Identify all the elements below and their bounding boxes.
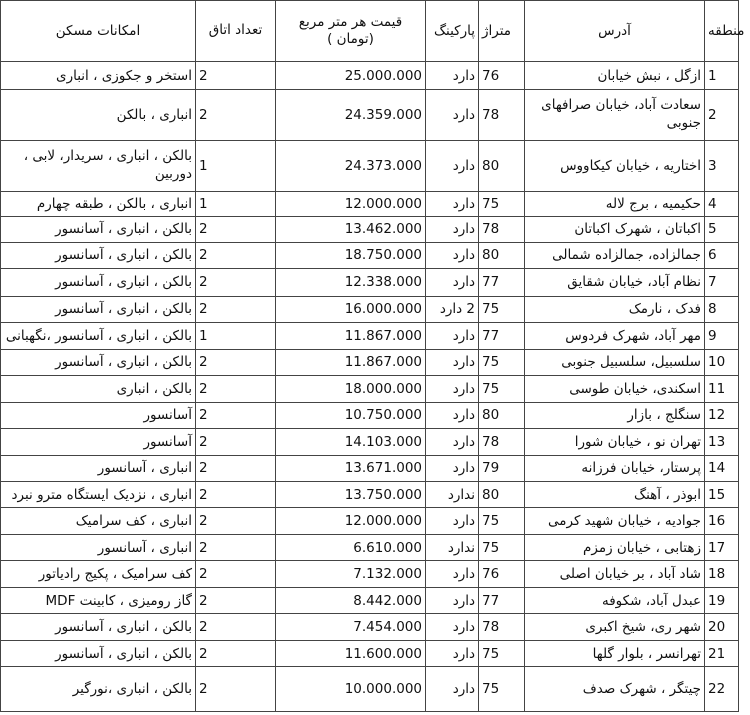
- rooms-cell: 2: [196, 561, 276, 587]
- parking-cell: دارد: [426, 640, 479, 666]
- rooms-cell: 2: [196, 429, 276, 455]
- rooms-cell: 2: [196, 376, 276, 402]
- area-cell: 75: [479, 640, 525, 666]
- row-number: 4: [705, 191, 739, 216]
- parking-cell: دارد: [426, 614, 479, 640]
- amenities-cell: انباری ، بالکن ، طبقه چهارم: [1, 191, 196, 216]
- header-area: متراژ: [479, 1, 525, 62]
- table-row: [1, 614, 739, 640]
- price-cell: 24.373.000: [276, 140, 426, 191]
- rooms-cell: 2: [196, 90, 276, 141]
- area-cell: 78: [479, 217, 525, 242]
- table-row: [1, 242, 739, 268]
- price-cell: 12.338.000: [276, 269, 426, 297]
- amenities-cell: انباری ، آسانسور: [1, 455, 196, 481]
- parking-cell: دارد: [426, 429, 479, 455]
- area-cell: 75: [479, 296, 525, 322]
- location-cell: مهر آباد، شهرک فردوس: [525, 323, 705, 349]
- location-cell: شهر ری، شیخ اکبری: [525, 614, 705, 640]
- location-cell: اکباتان ، شهرک اکباتان: [525, 217, 705, 242]
- parking-cell: دارد: [426, 508, 479, 534]
- location-cell: تهرانسر ، بلوار گلها: [525, 640, 705, 666]
- table-row: [1, 455, 739, 481]
- row-number: 1: [705, 62, 739, 90]
- table-row: [1, 140, 739, 191]
- table-row: [1, 640, 739, 666]
- row-number: 10: [705, 349, 739, 375]
- amenities-cell: گاز رومیزی ، کابینت MDF: [1, 587, 196, 613]
- row-number: 21: [705, 640, 739, 666]
- amenities-cell: انباری ، آسانسور: [1, 534, 196, 560]
- price-cell: 13.462.000: [276, 217, 426, 242]
- location-cell: اختاریه ، خیابان کیکاووس: [525, 140, 705, 191]
- price-cell: 7.454.000: [276, 614, 426, 640]
- area-cell: 77: [479, 587, 525, 613]
- location-cell: سنگلج ، بازار: [525, 402, 705, 428]
- table-row: [1, 191, 739, 216]
- table-row: [1, 217, 739, 242]
- table-row: [1, 296, 739, 322]
- table-row: [1, 402, 739, 428]
- price-cell: 24.359.000: [276, 90, 426, 141]
- row-number: 22: [705, 667, 739, 712]
- location-cell: جوادیه ، خیابان شهید کرمی: [525, 508, 705, 534]
- amenities-cell: بالکن ، انباری ، آسانسور: [1, 242, 196, 268]
- header-price: قیمت هر متر مربع (تومان ): [276, 1, 426, 62]
- header-rooms: تعداد اتاق: [196, 1, 276, 62]
- area-cell: 80: [479, 402, 525, 428]
- table-row: [1, 90, 739, 141]
- amenities-cell: بالکن ، انباری ، آسانسور: [1, 269, 196, 297]
- parking-cell: دارد: [426, 561, 479, 587]
- parking-cell: دارد: [426, 90, 479, 141]
- area-cell: 76: [479, 62, 525, 90]
- rooms-cell: 2: [196, 402, 276, 428]
- parking-cell: دارد: [426, 269, 479, 297]
- area-cell: 75: [479, 191, 525, 216]
- price-cell: 7.132.000: [276, 561, 426, 587]
- table-row: [1, 376, 739, 402]
- rooms-cell: 2: [196, 455, 276, 481]
- table-row: [1, 508, 739, 534]
- rooms-cell: 2: [196, 62, 276, 90]
- location-cell: فدک ، نارمک: [525, 296, 705, 322]
- price-cell: 12.000.000: [276, 508, 426, 534]
- location-cell: تهران نو ، خیابان شورا: [525, 429, 705, 455]
- amenities-cell: انباری ، نزدیک ایستگاه مترو نبرد: [1, 481, 196, 507]
- area-cell: 75: [479, 508, 525, 534]
- table-row: [1, 667, 739, 712]
- price-cell: 12.000.000: [276, 191, 426, 216]
- amenities-cell: بالکن ، انباری ، آسانسور: [1, 614, 196, 640]
- header-region: منطقه: [705, 1, 739, 62]
- header-row: [1, 1, 739, 62]
- parking-cell: دارد: [426, 402, 479, 428]
- area-cell: 77: [479, 269, 525, 297]
- row-number: 20: [705, 614, 739, 640]
- row-number: 13: [705, 429, 739, 455]
- row-number: 19: [705, 587, 739, 613]
- row-number: 14: [705, 455, 739, 481]
- header-parking: پارکینگ: [426, 1, 479, 62]
- price-cell: 11.867.000: [276, 349, 426, 375]
- rooms-cell: 2: [196, 614, 276, 640]
- amenities-cell: کف سرامیک ، پکیج رادیاتور: [1, 561, 196, 587]
- rooms-cell: 1: [196, 323, 276, 349]
- table-row: [1, 349, 739, 375]
- price-cell: 10.000.000: [276, 667, 426, 712]
- rooms-cell: 2: [196, 242, 276, 268]
- amenities-cell: آسانسور: [1, 429, 196, 455]
- rooms-cell: 2: [196, 481, 276, 507]
- amenities-cell: بالکن ، انباری ، آسانسور: [1, 217, 196, 242]
- location-cell: جمالزاده، جمالزاده شمالی: [525, 242, 705, 268]
- price-cell: 14.103.000: [276, 429, 426, 455]
- row-number: 18: [705, 561, 739, 587]
- amenities-cell: بالکن ، انباری ، آسانسور: [1, 349, 196, 375]
- parking-cell: دارد: [426, 242, 479, 268]
- location-cell: عبدل آباد، شکوفه: [525, 587, 705, 613]
- location-cell: ازگل ، نبش خیابان: [525, 62, 705, 90]
- area-cell: 75: [479, 534, 525, 560]
- rooms-cell: 1: [196, 140, 276, 191]
- header-location: آدرس: [525, 1, 705, 62]
- row-number: 3: [705, 140, 739, 191]
- rooms-cell: 2: [196, 217, 276, 242]
- rooms-cell: 1: [196, 191, 276, 216]
- area-cell: 78: [479, 429, 525, 455]
- area-cell: 80: [479, 140, 525, 191]
- parking-cell: ندارد: [426, 534, 479, 560]
- amenities-cell: آسانسور: [1, 402, 196, 428]
- rooms-cell: 2: [196, 296, 276, 322]
- price-cell: 8.442.000: [276, 587, 426, 613]
- amenities-cell: بالکن ، انباری ، آسانسور ،نگهبانی: [1, 323, 196, 349]
- row-number: 2: [705, 90, 739, 141]
- price-cell: 6.610.000: [276, 534, 426, 560]
- location-cell: اسکندی، خیابان طوسی: [525, 376, 705, 402]
- area-cell: 78: [479, 90, 525, 141]
- location-cell: ابوذر ، آهنگ: [525, 481, 705, 507]
- parking-cell: 2 دارد: [426, 296, 479, 322]
- price-cell: 25.000.000: [276, 62, 426, 90]
- amenities-cell: بالکن ، انباری ،نورگیر: [1, 667, 196, 712]
- area-cell: 77: [479, 323, 525, 349]
- location-cell: سلسبیل، سلسبیل جنوبی: [525, 349, 705, 375]
- location-cell: شاد آباد ، بر خیابان اصلی: [525, 561, 705, 587]
- table-row: [1, 323, 739, 349]
- table-row: [1, 534, 739, 560]
- price-cell: 10.750.000: [276, 402, 426, 428]
- rooms-cell: 2: [196, 349, 276, 375]
- area-cell: 80: [479, 481, 525, 507]
- row-number: 11: [705, 376, 739, 402]
- location-cell: حکیمیه ، برج لاله: [525, 191, 705, 216]
- price-cell: 16.000.000: [276, 296, 426, 322]
- price-cell: 11.600.000: [276, 640, 426, 666]
- parking-cell: دارد: [426, 191, 479, 216]
- parking-cell: دارد: [426, 455, 479, 481]
- amenities-cell: بالکن ، انباری ، سریدار، لابی ، دوربین: [1, 140, 196, 191]
- area-cell: 75: [479, 349, 525, 375]
- rooms-cell: 2: [196, 269, 276, 297]
- rooms-cell: 2: [196, 534, 276, 560]
- rooms-cell: 2: [196, 667, 276, 712]
- amenities-cell: استخر و جکوزی ، انباری: [1, 62, 196, 90]
- area-cell: 80: [479, 242, 525, 268]
- table-row: [1, 62, 739, 90]
- parking-cell: دارد: [426, 667, 479, 712]
- amenities-cell: بالکن ، انباری ، آسانسور: [1, 640, 196, 666]
- row-number: 17: [705, 534, 739, 560]
- amenities-cell: بالکن ، انباری ، آسانسور: [1, 296, 196, 322]
- table-row: [1, 429, 739, 455]
- amenities-cell: انباری ، کف سرامیک: [1, 508, 196, 534]
- row-number: 9: [705, 323, 739, 349]
- parking-cell: دارد: [426, 217, 479, 242]
- parking-cell: دارد: [426, 349, 479, 375]
- area-cell: 75: [479, 667, 525, 712]
- rooms-cell: 2: [196, 587, 276, 613]
- amenities-cell: بالکن ، انباری: [1, 376, 196, 402]
- location-cell: پرستار، خیابان فرزانه: [525, 455, 705, 481]
- parking-cell: ندارد: [426, 481, 479, 507]
- price-cell: 13.671.000: [276, 455, 426, 481]
- parking-cell: دارد: [426, 376, 479, 402]
- parking-cell: دارد: [426, 323, 479, 349]
- row-number: 16: [705, 508, 739, 534]
- location-cell: زهتابی ، خیابان زمزم: [525, 534, 705, 560]
- parking-cell: دارد: [426, 62, 479, 90]
- location-cell: نظام آباد، خیابان شقایق: [525, 269, 705, 297]
- row-number: 5: [705, 217, 739, 242]
- location-cell: سعادت آباد، خیابان صرافهای جنوبی: [525, 90, 705, 141]
- location-cell: چیتگر ، شهرک صدف: [525, 667, 705, 712]
- price-cell: 13.750.000: [276, 481, 426, 507]
- table-row: [1, 481, 739, 507]
- header-amenities: امکانات مسکن: [1, 1, 196, 62]
- area-cell: 79: [479, 455, 525, 481]
- row-number: 6: [705, 242, 739, 268]
- row-number: 15: [705, 481, 739, 507]
- table-row: [1, 587, 739, 613]
- table-row: [1, 561, 739, 587]
- row-number: 8: [705, 296, 739, 322]
- price-cell: 18.000.000: [276, 376, 426, 402]
- area-cell: 78: [479, 614, 525, 640]
- price-cell: 18.750.000: [276, 242, 426, 268]
- rooms-cell: 2: [196, 640, 276, 666]
- row-number: 12: [705, 402, 739, 428]
- amenities-cell: انباری ، بالکن: [1, 90, 196, 141]
- rooms-cell: 2: [196, 508, 276, 534]
- parking-cell: دارد: [426, 587, 479, 613]
- row-number: 7: [705, 269, 739, 297]
- parking-cell: دارد: [426, 140, 479, 191]
- area-cell: 76: [479, 561, 525, 587]
- table-row: [1, 269, 739, 297]
- area-cell: 75: [479, 376, 525, 402]
- price-cell: 11.867.000: [276, 323, 426, 349]
